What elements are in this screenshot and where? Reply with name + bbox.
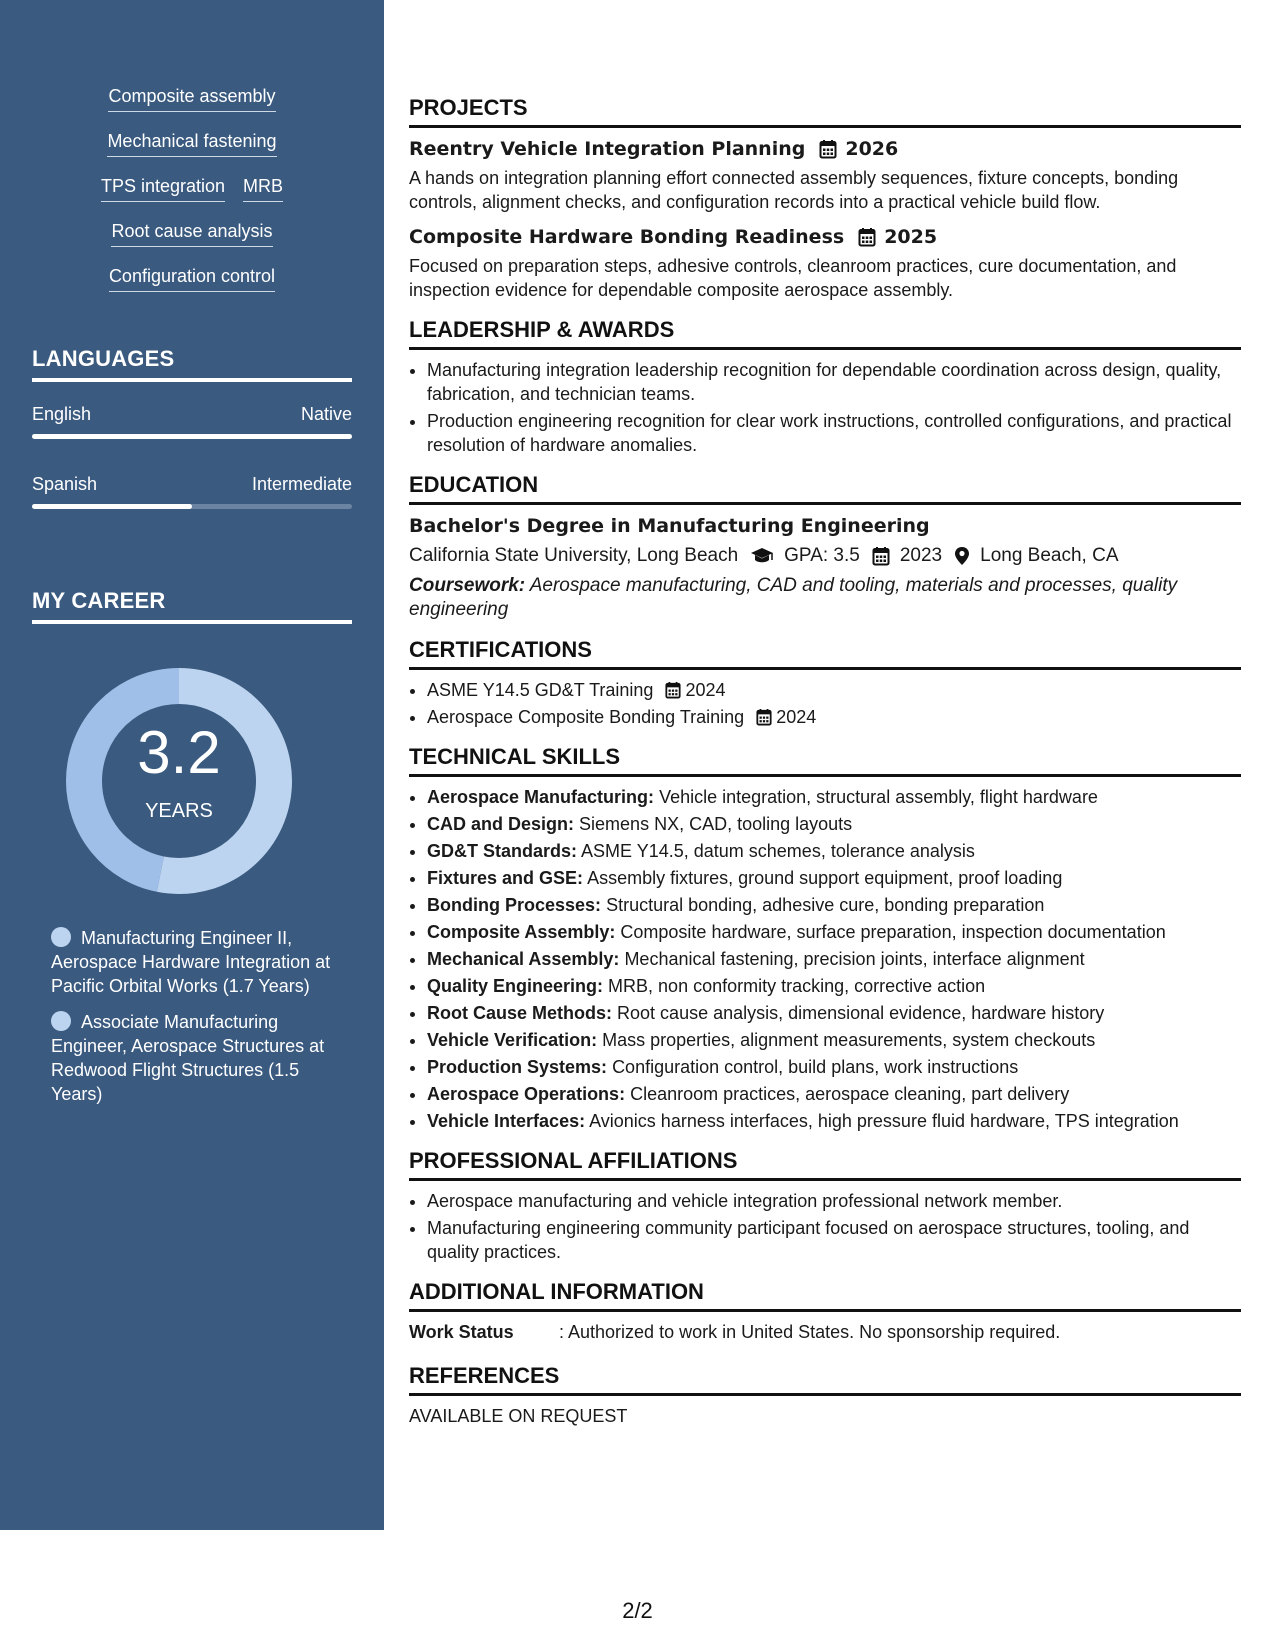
certification-name: • Aerospace Composite Bonding Training xyxy=(427,707,745,727)
skill-label: Aerospace Manufacturing: xyxy=(427,787,655,807)
skill-label: Production Systems: xyxy=(427,1057,608,1077)
skill-label: Composite Assembly: xyxy=(427,922,616,942)
skill-text: Vehicle integration, structural assembly, flight hardware xyxy=(659,787,1098,807)
calendar-icon xyxy=(858,227,876,247)
language-name: English xyxy=(32,404,92,424)
skill-tag: Configuration control xyxy=(109,264,275,292)
language-level: Intermediate xyxy=(251,474,352,494)
list-item xyxy=(427,920,1241,944)
career-heading: MY CAREER xyxy=(32,588,352,624)
skill-text: Mass properties, alignment measurements, system checkouts xyxy=(602,1030,1096,1050)
skill-text: Cleanroom practices, aerospace cleaning, part delivery xyxy=(630,1084,1070,1104)
list-item xyxy=(427,1082,1241,1106)
main-content xyxy=(409,94,1241,1428)
skill-text: Composite hardware, surface preparation, inspection documentation xyxy=(620,922,1166,942)
work-status-value: : Authorized to work in United States. No sponsorship required. xyxy=(559,1322,1061,1342)
list-item xyxy=(427,893,1241,917)
calendar-icon xyxy=(665,681,681,699)
list-item xyxy=(427,1109,1241,1133)
project-year: 2025 xyxy=(884,226,938,248)
skill-label: GD&T Standards: xyxy=(427,841,578,861)
certifications-list xyxy=(409,678,1241,729)
skill-tag: Composite assembly xyxy=(108,84,275,112)
work-status-row xyxy=(409,1320,1241,1344)
skill-row xyxy=(0,264,384,309)
skill-row xyxy=(0,129,384,174)
graduation-year: 2023 xyxy=(899,545,943,566)
skill-row xyxy=(0,219,384,264)
skill-text: MRB, non conformity tracking, corrective action xyxy=(608,976,986,996)
calendar-icon xyxy=(819,139,837,159)
career-unit: YEARS xyxy=(145,800,213,822)
skill-label: CAD and Design: xyxy=(427,814,575,834)
skill-tag: Root cause analysis xyxy=(111,219,272,247)
languages-heading: LANGUAGES xyxy=(32,346,352,382)
education-heading: EDUCATION xyxy=(409,471,1241,505)
project-name: Reentry Vehicle Integration Planning xyxy=(409,138,806,160)
career-item xyxy=(51,1010,331,1106)
certification-year: 2024 xyxy=(776,707,817,727)
technical-skills-list xyxy=(409,785,1241,1133)
degree-title: Bachelor's Degree in Manufacturing Engineering xyxy=(409,515,930,537)
leadership-list xyxy=(409,358,1241,457)
references-heading: REFERENCES xyxy=(409,1362,1241,1396)
skill-tags xyxy=(0,84,384,309)
skill-label: Fixtures and GSE: xyxy=(427,868,584,888)
skill-row xyxy=(0,84,384,129)
skill-label: Vehicle Verification: xyxy=(427,1030,598,1050)
skill-text: Root cause analysis, dimensional evidence, hardware history xyxy=(617,1003,1105,1023)
career-total: 3.2 xyxy=(137,719,221,786)
list-item xyxy=(427,866,1241,890)
list-item xyxy=(427,947,1241,971)
graduation-cap-icon xyxy=(750,547,774,565)
references-text: AVAILABLE ON REQUEST xyxy=(409,1406,628,1426)
list-item xyxy=(427,705,1241,729)
list-item xyxy=(427,1055,1241,1079)
gpa: GPA: 3.5 xyxy=(784,545,860,566)
calendar-icon xyxy=(756,708,772,726)
affiliations-list xyxy=(409,1189,1241,1264)
bullet-dot-icon xyxy=(51,1011,71,1031)
affiliations-heading: PROFESSIONAL AFFILIATIONS xyxy=(409,1147,1241,1181)
skill-label: Root Cause Methods: xyxy=(427,1003,613,1023)
skill-text: Avionics harness interfaces, high pressure fluid hardware, TPS integration xyxy=(589,1111,1179,1131)
leadership-heading: LEADERSHIP & AWARDS xyxy=(409,316,1241,350)
career-item xyxy=(51,926,331,998)
skill-text: Mechanical fastening, precision joints, interface alignment xyxy=(624,949,1085,969)
work-status-label: Work Status xyxy=(409,1322,514,1342)
project-name: Composite Hardware Bonding Readiness xyxy=(409,226,845,248)
education-meta xyxy=(409,542,1241,570)
language-bar xyxy=(32,504,352,509)
skill-text: Configuration control, build plans, work instructions xyxy=(612,1057,1019,1077)
career-item-text: Manufacturing Engineer II, Aerospace Hardware Integration at Pacific Orbital Works (1.7 Years) xyxy=(51,928,331,996)
language-bar-fill xyxy=(32,434,352,439)
skill-label: Aerospace Operations: xyxy=(427,1084,626,1104)
coursework-label: Coursework: xyxy=(409,575,526,596)
career-donut xyxy=(64,666,294,896)
language-name: Spanish xyxy=(32,474,98,494)
skill-label: Mechanical Assembly: xyxy=(427,949,620,969)
language-level: Native xyxy=(300,404,352,424)
coursework-text: Aerospace manufacturing, CAD and tooling, materials and processes, quality engineering xyxy=(409,575,1178,620)
list-item xyxy=(427,1001,1241,1025)
language-bar xyxy=(32,434,352,439)
language-entry xyxy=(32,472,352,509)
skill-text: Assembly fixtures, ground support equipment, proof loading xyxy=(587,868,1063,888)
list-item xyxy=(427,1028,1241,1052)
project-title xyxy=(409,224,1241,250)
skill-row xyxy=(0,174,384,219)
list-item xyxy=(427,678,1241,702)
skill-tag: MRB xyxy=(243,174,283,202)
list-item: • Manufacturing integration leadership recognition for dependable coordination across design, quality, fabrication, and technician teams. xyxy=(427,358,1241,406)
list-item xyxy=(427,974,1241,998)
projects-heading: PROJECTS xyxy=(409,94,1241,128)
project-title xyxy=(409,136,1241,162)
additional-info-heading: ADDITIONAL INFORMATION xyxy=(409,1278,1241,1312)
certification-name: • ASME Y14.5 GD&T Training xyxy=(427,680,654,700)
bullet-dot-icon xyxy=(51,927,71,947)
skill-tag: Mechanical fastening xyxy=(107,129,276,157)
coursework xyxy=(409,574,1241,622)
location-pin-icon xyxy=(954,546,970,566)
skill-label: Vehicle Interfaces: xyxy=(427,1111,586,1131)
skill-label: Quality Engineering: xyxy=(427,976,604,996)
page-number: 2/2 xyxy=(622,1598,653,1623)
technical-skills-heading: TECHNICAL SKILLS xyxy=(409,743,1241,777)
certifications-heading: CERTIFICATIONS xyxy=(409,636,1241,670)
skill-label: Bonding Processes: xyxy=(427,895,602,915)
school-name: California State University, Long Beach xyxy=(409,545,739,566)
skill-text: Structural bonding, adhesive cure, bonding preparation xyxy=(606,895,1045,915)
list-item xyxy=(427,812,1241,836)
language-bar-fill xyxy=(32,504,192,509)
language-entry xyxy=(32,402,352,439)
list-item xyxy=(427,839,1241,863)
skill-text: ASME Y14.5, datum schemes, tolerance analysis xyxy=(581,841,975,861)
career-list xyxy=(51,926,331,1118)
career-item-text: Associate Manufacturing Engineer, Aerospace Structures at Redwood Flight Structures (1.5 Years) xyxy=(51,1012,325,1104)
list-item: • Production engineering recognition for clear work instructions, controlled configurations, and practical resolution of hardware anomalies. xyxy=(427,409,1241,457)
school-location: Long Beach, CA xyxy=(980,545,1119,566)
skill-text: Siemens NX, CAD, tooling layouts xyxy=(579,814,853,834)
list-item: • Manufacturing engineering community participant focused on aerospace structures, tooling, and quality practices. xyxy=(427,1216,1241,1264)
calendar-icon xyxy=(872,546,890,566)
certification-year: 2024 xyxy=(685,680,726,700)
skill-tag: TPS integration xyxy=(101,174,225,202)
project-description: A hands on integration planning effort connected assembly sequences, fixture concepts, bonding controls, alignment checks, and configuration records into a practical vehicle build flow. xyxy=(409,168,1179,212)
project-year: 2026 xyxy=(845,138,899,160)
list-item xyxy=(427,785,1241,809)
sidebar xyxy=(0,0,384,1530)
project-description: Focused on preparation steps, adhesive controls, cleanroom practices, cure documentation, and inspection evidence for dependable composite aerospace assembly. xyxy=(409,256,1177,300)
list-item: • Aerospace manufacturing and vehicle integration professional network member. xyxy=(427,1189,1241,1213)
